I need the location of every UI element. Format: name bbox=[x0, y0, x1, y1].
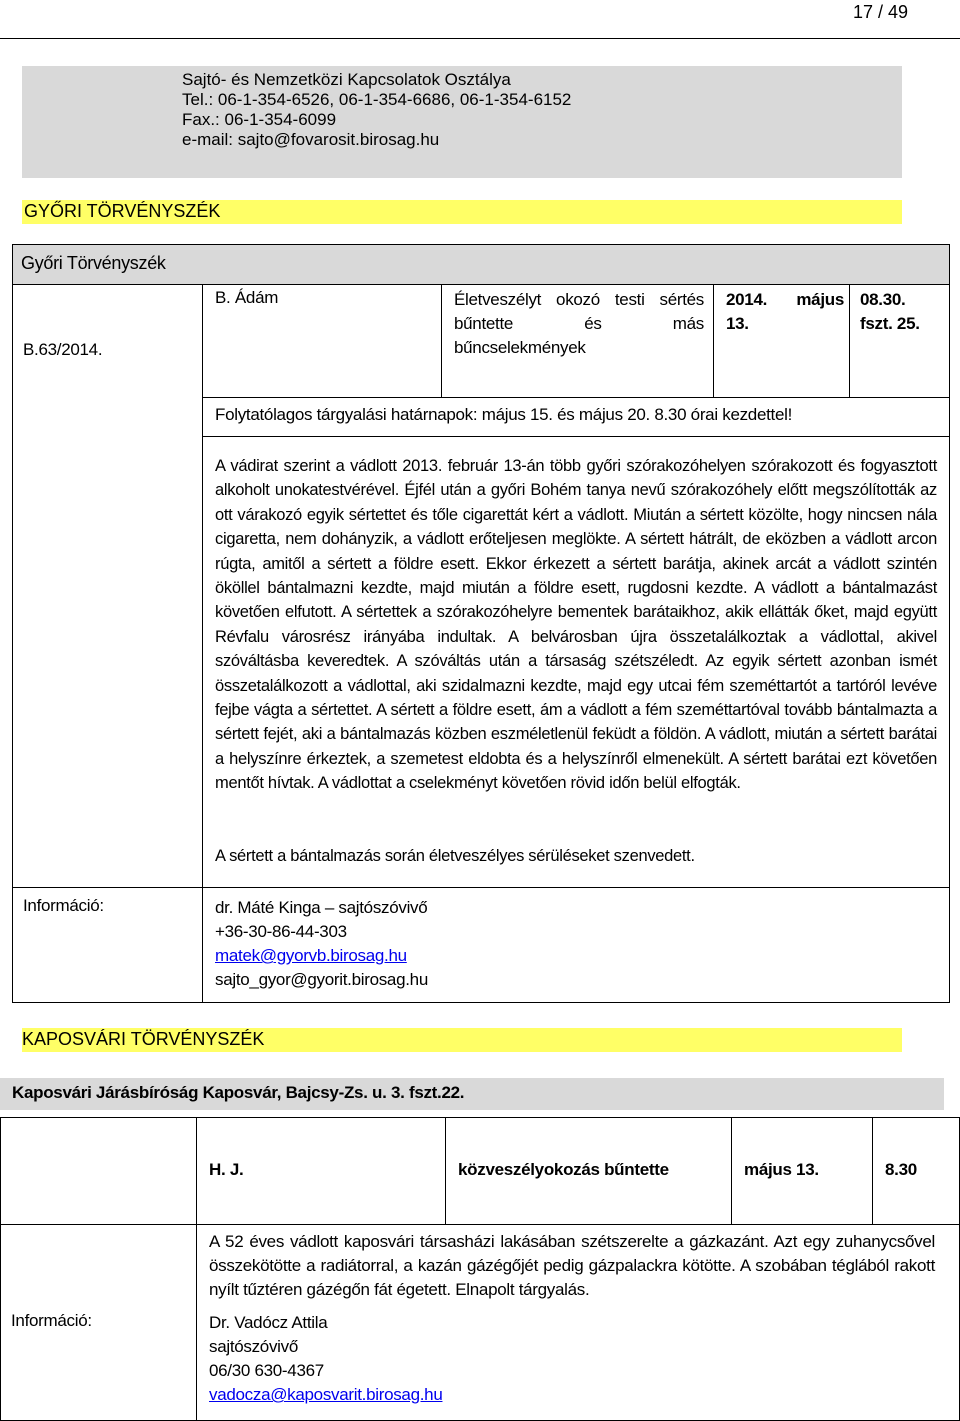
contact-name: dr. Máté Kinga – sajtószóvivő bbox=[215, 898, 428, 917]
kaposvar-contact bbox=[209, 1311, 442, 1407]
press-office-contact bbox=[182, 70, 571, 150]
contact-email-secondary: sajto_gyor@gyorit.birosag.hu bbox=[215, 970, 428, 989]
section-title-kaposvar: KAPOSVÁRI TÖRVÉNYSZÉK bbox=[22, 1028, 902, 1052]
charge-cell bbox=[441, 284, 714, 398]
kaposvar-defendant-cell bbox=[196, 1117, 446, 1225]
kaposvar-info-label-cell bbox=[0, 1224, 197, 1421]
continuation-cell bbox=[202, 397, 950, 437]
kaposvar-info-cell bbox=[196, 1224, 960, 1421]
case-description-last: A sértett a bántalmazás során életveszélyes sérüléseket szenvedett. bbox=[215, 847, 695, 865]
kaposvar-info-label: Információ: bbox=[11, 1311, 92, 1330]
court-name: Győri Törvényszék bbox=[21, 253, 166, 273]
defendant-cell bbox=[202, 284, 442, 398]
kaposvar-court-name-row bbox=[0, 1078, 944, 1110]
press-office-name: Sajtó- és Nemzetközi Kapcsolatok Osztálya bbox=[182, 70, 511, 89]
kaposvar-charge: közveszélyokozás bűntette bbox=[458, 1160, 669, 1179]
continuation-dates: Folytatólagos tárgyalási határnapok: május 15. és május 20. 8.30 órai kezdettel! bbox=[215, 405, 793, 424]
info-contact-cell bbox=[202, 887, 950, 1003]
kaposvar-time-cell bbox=[872, 1117, 960, 1225]
section-title-gyor: GYŐRI TÖRVÉNYSZÉK bbox=[22, 200, 902, 224]
kaposvar-charge-cell bbox=[445, 1117, 732, 1225]
kaposvar-date: május 13. bbox=[744, 1160, 819, 1179]
kaposvar-time: 8.30 bbox=[885, 1160, 917, 1179]
kaposvar-court-name: Kaposvári Járásbíróság Kaposvár, Bajcsy-Zs. u. 3. fszt.22. bbox=[12, 1083, 465, 1102]
press-contact bbox=[215, 896, 428, 992]
kaposvar-defendant: H. J. bbox=[209, 1160, 244, 1179]
contact-email-link[interactable]: matek@gyorvb.birosag.hu bbox=[215, 946, 407, 965]
info-label-cell bbox=[12, 887, 203, 1003]
hearing-time: 08.30. fszt. 25. bbox=[860, 290, 920, 333]
info-label: Információ: bbox=[23, 896, 104, 915]
press-office-tel: Tel.: 06-1-354-6526, 06-1-354-6686, 06-1-354-6152 bbox=[182, 90, 572, 109]
kaposvar-empty-cell bbox=[0, 1117, 197, 1225]
kaposvar-contact-email-link[interactable]: vadocza@kaposvarit.birosag.hu bbox=[209, 1385, 443, 1404]
page-number: 17 / 49 bbox=[852, 2, 908, 22]
case-number: B.63/2014. bbox=[23, 340, 103, 359]
hearing-date: 2014. május 13. bbox=[726, 290, 844, 333]
kaposvar-contact-phone: 06/30 630-4367 bbox=[209, 1361, 324, 1380]
press-office-email: e-mail: sajto@fovarosit.birosag.hu bbox=[182, 130, 440, 149]
kaposvar-contact-name: Dr. Vadócz Attila bbox=[209, 1313, 328, 1332]
charge-text: Életveszélyt okozó testi sértés bűntette és más bűncselekmények bbox=[454, 290, 704, 357]
contact-phone: +36-30-86-44-303 bbox=[215, 922, 347, 941]
kaposvar-description: A 52 éves vádlott kaposvári társasházi lakásában szétszerelte a gázkazánt. Azt egy zuhanycsővel összekötötte a radiátorral, a kazán gázégőjét pedig gázpalackra kötötte. A szobában téglából rakott nyílt tűztéren gázégőn fát égetett. Elnapolt tárgyalás. bbox=[209, 1232, 935, 1299]
case-description: A vádirat szerint a vádlott 2013. február 13-án több győri szórakozóhelyen szórakozott és fogyasztott alkoholt unokatestvérével. Éjfél után a győri Bohém tanya nevű szórakozóhely előtt megszólították az ott várakozó egyik sértettet és tőle cigarettát kért a vádlott. Miután a sértett közölte, hogy nincsen nála cigaretta, nem dohányzik, a vádlott erőteljesen meglökte. A sértett hátrált, de eközben a vádlott arcon rúgta, amitől a sértett a földre esett. Ekkor érkezett a sértett barátja, akinek arcát a vádlott szintén ököllel bántalmazni kezdte, majd miután a földre esett, rugdosni kezdte. A vádlott a bántalmazást követően elfutott. A sértettek a szórakozóhelyre bementek barátaikhoz, akik ellátták őket, majd együtt Révfalu városrész irányába indultak. A belvárosban újra összetalálkoztak a vádlottal, akivel szóváltásba keveredtek. A szóváltás után a társaság szétszéledt. Az egyik sértett azonban ismét összetalálkozott a vádlottal, aki szidalmazni kezdte, majd egy utcai fém szeméttartót a tartóról levéve fejbe vágta a sértettet. A sértett a földre esett, ám a vádlott a fém szeméttartóval tovább bántalmazta a sértett fejét, aki a bántalmazás közben eszméletlenül feküdt a földön. A vádlott, miután a sértett barátai a helyszínre érkeztek, a szemetest eldobta és a helyszínről elmenekült. A sértett barátai ezt követően mentőt hívtak. A vádlottat a cselekményt követően rövid időn belül elfogták. bbox=[215, 457, 937, 793]
court-name-row bbox=[12, 244, 950, 285]
description-cell bbox=[202, 436, 950, 888]
defendant-name: B. Ádám bbox=[215, 288, 279, 307]
case-number-cell bbox=[12, 284, 203, 888]
date-cell bbox=[713, 284, 850, 398]
press-office-fax: Fax.: 06-1-354-6099 bbox=[182, 110, 337, 129]
kaposvar-contact-title: sajtószóvivő bbox=[209, 1337, 298, 1356]
kaposvar-date-cell bbox=[731, 1117, 873, 1225]
time-cell bbox=[849, 284, 950, 398]
page-header-rule bbox=[0, 38, 960, 39]
